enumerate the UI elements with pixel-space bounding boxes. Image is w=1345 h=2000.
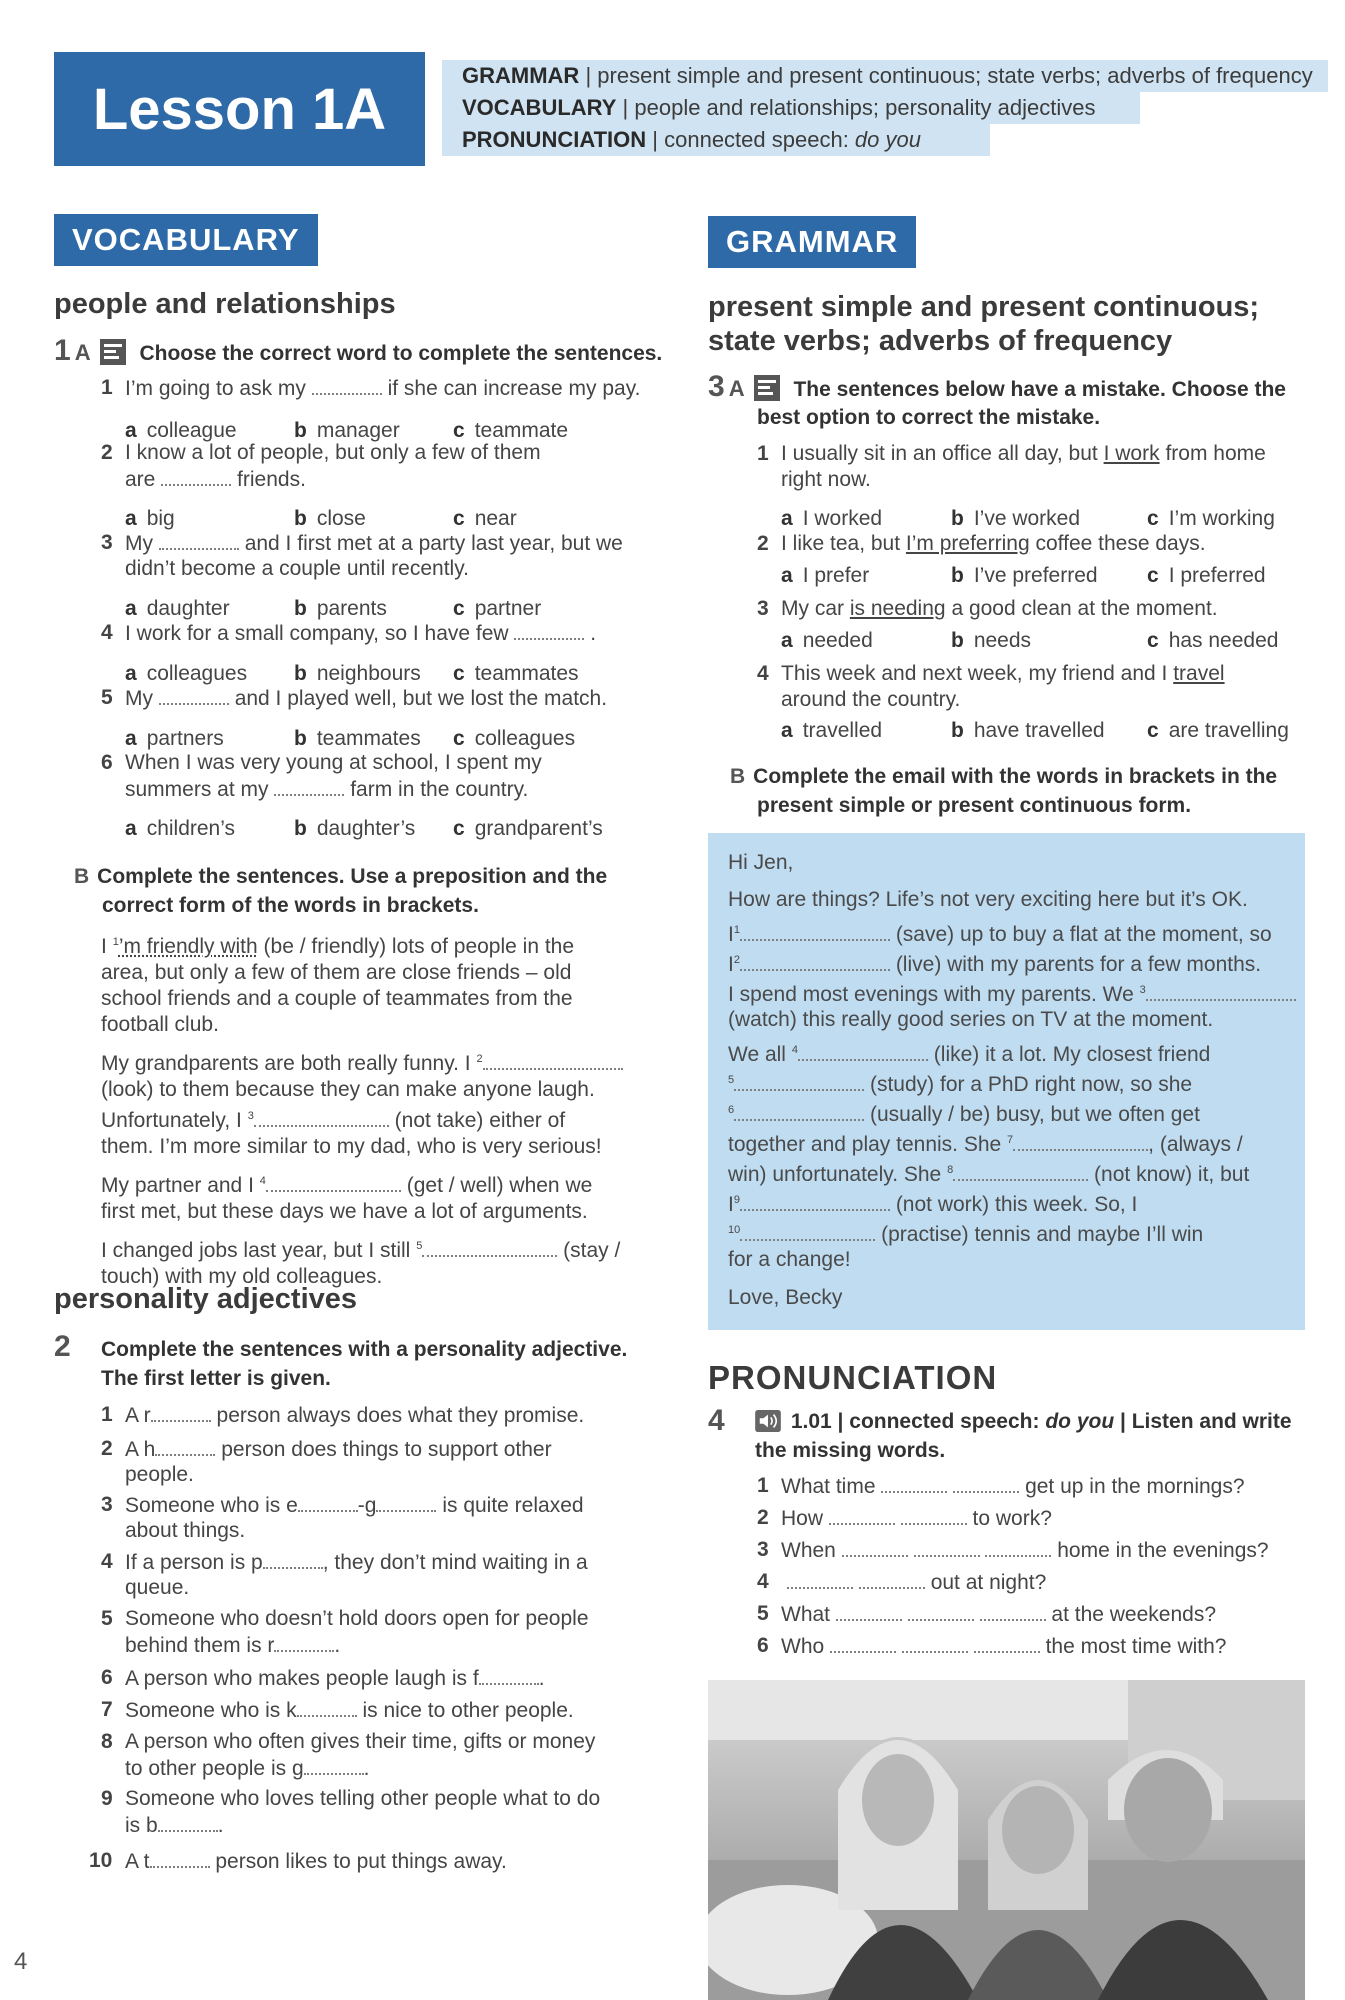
option-text: parents xyxy=(316,597,387,620)
question-3a-1-line2 xyxy=(781,467,871,493)
question-3a-3 xyxy=(781,596,1218,622)
question-text: A r xyxy=(125,1404,151,1427)
question-text: Who xyxy=(781,1635,825,1658)
question-number: 3 xyxy=(101,1493,113,1516)
question-text: A person who makes people laugh is f xyxy=(125,1667,479,1690)
option-text: partner xyxy=(474,597,542,620)
option-c[interactable] xyxy=(453,726,575,752)
question-3a-2 xyxy=(781,531,1206,557)
question-number: 1 xyxy=(101,376,113,399)
topic-grammar: GRAMMAR | present simple and present continuous; state verbs; adverbs of frequency xyxy=(442,60,1328,92)
question-1a-2 xyxy=(125,440,541,466)
email-blank-7[interactable] xyxy=(1013,1131,1148,1151)
underlined-mistake: I’m preferring xyxy=(905,532,1030,555)
exercise-1a-header: 1 A Choose the correct word to complete the sentences. xyxy=(54,334,663,367)
question-number: 6 xyxy=(101,1666,113,1689)
question-2-4 xyxy=(125,1549,588,1576)
question-2-7 xyxy=(125,1697,574,1724)
question-text: are xyxy=(125,468,156,491)
question-number: 5 xyxy=(757,1602,769,1625)
question-3a-1 xyxy=(781,441,1266,467)
question-text: What xyxy=(781,1603,831,1626)
option-letter: c xyxy=(453,507,465,530)
blank-4[interactable] xyxy=(266,1172,401,1192)
option-letter: c xyxy=(1147,564,1159,587)
question-1a-2-line2 xyxy=(125,466,306,493)
worksheet-icon xyxy=(753,374,781,402)
option-text: colleagues xyxy=(474,727,576,750)
question-text: I work for a small company, so I have few xyxy=(125,622,509,645)
answer-blank[interactable] xyxy=(908,1601,974,1621)
question-4-6 xyxy=(781,1633,1226,1660)
option-letter: a xyxy=(125,419,137,442)
option-text: teammates xyxy=(474,662,579,685)
question-number: 2 xyxy=(101,1437,113,1460)
answer-blank[interactable] xyxy=(902,1633,968,1653)
option-c[interactable] xyxy=(1147,718,1289,744)
question-2-2-line2 xyxy=(125,1462,194,1488)
option-text: near xyxy=(474,507,517,530)
pronunciation-heading: PRONUNCIATION xyxy=(708,1359,998,1396)
question-text: How xyxy=(781,1507,824,1530)
option-text: partners xyxy=(146,727,224,750)
question-text: if she can increase my pay. xyxy=(387,377,641,400)
option-text: have travelled xyxy=(973,719,1105,742)
answer-blank[interactable] xyxy=(787,1569,853,1589)
answer-blank[interactable] xyxy=(274,1632,334,1652)
question-number: 2 xyxy=(757,1506,769,1529)
option-letter: c xyxy=(453,727,465,750)
question-text: person always does what they promise. xyxy=(216,1404,585,1427)
topic-vocabulary: VOCABULARY | people and relationships; personality adjectives xyxy=(442,92,1140,124)
option-a[interactable] xyxy=(781,628,873,654)
question-number: 3 xyxy=(757,1538,769,1561)
option-c[interactable] xyxy=(1147,563,1266,589)
option-text: needs xyxy=(973,629,1032,652)
question-2-3-line2 xyxy=(125,1518,245,1544)
question-number: 3 xyxy=(757,597,769,620)
option-c[interactable] xyxy=(453,816,603,842)
question-text: Someone who loves telling other people what to do xyxy=(125,1787,601,1810)
question-1a-6-line2 xyxy=(125,776,528,803)
option-text: daughter xyxy=(146,597,230,620)
question-3a-4 xyxy=(781,661,1225,687)
question-text: is nice to other people. xyxy=(362,1699,574,1722)
question-text: home in the evenings? xyxy=(1057,1539,1269,1562)
option-letter: b xyxy=(951,629,964,652)
vocabulary-heading: VOCABULARY xyxy=(54,214,318,266)
question-number: 8 xyxy=(101,1730,113,1753)
question-number: 5 xyxy=(101,1607,113,1630)
option-b[interactable] xyxy=(294,726,421,752)
option-a[interactable] xyxy=(125,661,247,687)
question-1a-3-line2 xyxy=(125,556,469,582)
option-text: neighbours xyxy=(316,662,421,685)
option-letter: b xyxy=(294,597,307,620)
question-text: people. xyxy=(125,1463,194,1486)
question-2-8 xyxy=(125,1729,595,1755)
option-text: colleague xyxy=(146,419,237,442)
question-text: When xyxy=(781,1539,836,1562)
option-b[interactable] xyxy=(951,718,1105,744)
question-text: behind them is r xyxy=(125,1634,275,1657)
question-4-5 xyxy=(781,1601,1216,1628)
option-c[interactable] xyxy=(453,661,579,687)
option-text: I’ve worked xyxy=(973,507,1081,530)
question-2-8-line2 xyxy=(125,1755,369,1782)
email-blank-2[interactable] xyxy=(740,951,890,971)
option-letter: a xyxy=(781,719,793,742)
answer-blank[interactable] xyxy=(161,466,231,486)
question-text: I know a lot of people, but only a few of them xyxy=(125,441,541,464)
question-text: A t xyxy=(125,1850,150,1873)
option-letter: c xyxy=(453,662,465,685)
option-text: I worked xyxy=(802,507,883,530)
lesson-topics xyxy=(442,52,1328,164)
question-text: My xyxy=(125,687,153,710)
option-letter: a xyxy=(125,662,137,685)
option-letter: b xyxy=(294,662,307,685)
option-letter: b xyxy=(294,507,307,530)
exercise-4-instruction: 1.01 | connected speech: do you | Listen and write the missing words. xyxy=(755,1410,1292,1462)
option-b[interactable] xyxy=(951,628,1031,654)
option-b[interactable] xyxy=(951,506,1080,532)
lesson-title: Lesson 1A xyxy=(54,52,425,166)
question-text: . xyxy=(334,1634,341,1657)
question-text: , they don’t mind waiting in a xyxy=(322,1551,588,1574)
question-2-1 xyxy=(125,1402,584,1429)
option-b[interactable] xyxy=(294,816,415,842)
question-text: right now. xyxy=(781,468,871,491)
question-text: summers at my xyxy=(125,778,269,801)
grammar-subheading: present simple and present continuous; state verbs; adverbs of frequency xyxy=(708,291,1260,357)
email-blank-1[interactable] xyxy=(740,921,890,941)
question-number: 6 xyxy=(101,751,113,774)
option-letter: c xyxy=(453,419,465,442)
question-2-5-line2 xyxy=(125,1632,340,1659)
option-text: teammate xyxy=(474,419,569,442)
option-letter: a xyxy=(781,564,793,587)
question-text: Someone who is e xyxy=(125,1494,298,1517)
answer-blank[interactable] xyxy=(159,530,239,550)
answer-blank[interactable] xyxy=(953,1473,1019,1493)
email-blank-3[interactable] xyxy=(1146,981,1296,1001)
question-number: 2 xyxy=(101,441,113,464)
question-number: 9 xyxy=(101,1787,113,1810)
email-blank-10[interactable] xyxy=(740,1221,875,1241)
question-text: is quite relaxed xyxy=(442,1494,584,1517)
option-letter: b xyxy=(294,419,307,442)
option-a[interactable] xyxy=(125,596,230,622)
option-text: I preferred xyxy=(1168,564,1266,587)
option-text: I’ve preferred xyxy=(973,564,1098,587)
option-b[interactable] xyxy=(294,506,366,532)
question-number: 3 xyxy=(101,531,113,554)
question-2-2 xyxy=(125,1436,552,1463)
question-1a-3 xyxy=(125,530,623,557)
question-number: 4 xyxy=(101,1550,113,1573)
answer-blank[interactable] xyxy=(150,1848,210,1868)
question-1a-6 xyxy=(125,750,542,776)
option-c[interactable] xyxy=(453,596,541,622)
answer-blank[interactable] xyxy=(881,1473,947,1493)
answer-blank[interactable] xyxy=(159,685,229,705)
question-text: A person who often gives their time, gifts or money xyxy=(125,1730,596,1753)
option-text: has needed xyxy=(1168,629,1279,652)
option-c[interactable] xyxy=(1147,628,1278,654)
blank-5[interactable] xyxy=(422,1237,557,1257)
underlined-mistake: travel xyxy=(1173,662,1225,685)
exercise-1b-text: I $^1$’m friendly with (be / friendly) lots of people in the area, but only a few of them are close friends – old school friends and a couple of teammates from the football club. My grandparents are both really funny. I $^2$ (look) to them because they can make anyone laugh. Unfortunately, I $^3$ (not take) either of them. I’m more similar to my dad, who is very serious! My partner and I $^4$ (get / well) when we first met, but these days we have a lot of arguments. I changed jobs last year, but I still $^5$ (stay / touch) with my old colleagues. xyxy=(101,929,661,1290)
option-b[interactable] xyxy=(294,596,387,622)
topic-pronunciation: PRONUNCIATION | connected speech: do you xyxy=(442,124,990,156)
answer-blank[interactable] xyxy=(263,1549,323,1569)
question-2-9 xyxy=(125,1786,600,1812)
grammar-heading: GRAMMAR xyxy=(708,216,916,268)
option-letter: a xyxy=(125,817,137,840)
question-2-4-line2 xyxy=(125,1575,189,1601)
question-text: around the country. xyxy=(781,688,961,711)
option-letter: c xyxy=(1147,507,1159,530)
question-number: 1 xyxy=(101,1403,113,1426)
exercise-2-number: 2 xyxy=(54,1330,71,1363)
question-number: 4 xyxy=(101,621,113,644)
option-text: children’s xyxy=(146,817,236,840)
option-a[interactable] xyxy=(125,816,235,842)
question-1a-1 xyxy=(125,375,641,402)
blank-3[interactable] xyxy=(254,1107,389,1127)
question-4-3 xyxy=(781,1537,1269,1564)
exercise-3b-instruction: B Complete the email with the words in brackets in the present simple or present continuous form. xyxy=(730,765,1278,817)
answer-blank[interactable] xyxy=(297,1697,357,1717)
exercise-1b-instruction: B Complete the sentences. Use a preposition and the correct form of the words in brackets. xyxy=(74,865,608,917)
question-number: 10 xyxy=(89,1849,113,1872)
question-text: My xyxy=(125,532,153,555)
question-3a-4-line2 xyxy=(781,687,960,713)
option-letter: a xyxy=(125,597,137,620)
option-letter: b xyxy=(951,719,964,742)
answer-blank[interactable] xyxy=(842,1537,908,1557)
option-letter: a xyxy=(125,507,137,530)
option-letter: a xyxy=(781,629,793,652)
question-2-3 xyxy=(125,1492,584,1519)
question-number: 5 xyxy=(101,686,113,709)
option-text: big xyxy=(146,507,175,530)
question-number: 1 xyxy=(757,442,769,465)
family-photo xyxy=(708,1680,1305,2000)
option-letter: c xyxy=(453,597,465,620)
question-text: -g xyxy=(357,1494,377,1517)
answer-blank[interactable] xyxy=(376,1492,436,1512)
question-text: coffee these days. xyxy=(1035,532,1206,555)
blank-2[interactable] xyxy=(483,1050,623,1070)
question-text: person likes to put things away. xyxy=(215,1850,507,1873)
worksheet-icon xyxy=(99,338,127,366)
question-number: 2 xyxy=(757,532,769,555)
question-text: and I first met at a party last year, but we xyxy=(244,532,623,555)
exercise-4-number: 4 xyxy=(708,1404,725,1437)
subheading-people-relationships: people and relationships xyxy=(54,288,396,320)
question-text: friends. xyxy=(237,468,306,491)
subheading-personality-adjectives: personality adjectives xyxy=(54,1283,358,1315)
answer-blank[interactable] xyxy=(914,1537,980,1557)
option-text: manager xyxy=(316,419,400,442)
option-c[interactable] xyxy=(1147,506,1275,532)
page-number: 4 xyxy=(14,1948,28,1975)
answer-blank[interactable] xyxy=(155,1436,215,1456)
answer-blank[interactable] xyxy=(830,1633,896,1653)
question-text: farm in the country. xyxy=(350,778,529,801)
question-4-1 xyxy=(781,1473,1245,1500)
question-1a-4 xyxy=(125,620,596,647)
question-text: This week and next week, my friend and I xyxy=(781,662,1168,685)
answer-blank[interactable] xyxy=(901,1505,967,1525)
question-1a-5 xyxy=(125,685,607,712)
question-text: about things. xyxy=(125,1519,246,1542)
question-text: If a person is p xyxy=(125,1551,263,1574)
option-letter: b xyxy=(294,727,307,750)
option-letter: c xyxy=(1147,629,1159,652)
option-c[interactable] xyxy=(453,506,517,532)
option-text: close xyxy=(316,507,366,530)
question-text: I’m going to ask my xyxy=(125,377,306,400)
option-a[interactable] xyxy=(125,726,224,752)
answer-blank[interactable] xyxy=(298,1492,358,1512)
option-letter: c xyxy=(1147,719,1159,742)
question-text: . xyxy=(538,1667,545,1690)
question-4-2 xyxy=(781,1505,1052,1532)
question-text: I usually sit in an office all day, but xyxy=(781,442,1098,465)
option-a[interactable] xyxy=(781,563,869,589)
question-text: . xyxy=(217,1814,224,1837)
option-text: needed xyxy=(802,629,873,652)
question-text: Someone who doesn’t hold doors open for people xyxy=(125,1607,589,1630)
question-text: the most time with? xyxy=(1045,1635,1227,1658)
question-text: a good clean at the moment. xyxy=(951,597,1218,620)
question-text: . xyxy=(590,622,597,645)
question-2-5 xyxy=(125,1606,589,1632)
answer-blank[interactable] xyxy=(974,1633,1040,1653)
exercise-3a-instruction-2: best option to correct the mistake. xyxy=(757,406,1101,429)
option-text: are travelling xyxy=(1168,719,1289,742)
question-text: to work? xyxy=(972,1507,1052,1530)
question-text: I like tea, but xyxy=(781,532,901,555)
answer-blank[interactable] xyxy=(829,1505,895,1525)
question-text: What time xyxy=(781,1475,876,1498)
question-number: 1 xyxy=(757,1474,769,1497)
option-letter: b xyxy=(951,564,964,587)
question-text: queue. xyxy=(125,1576,190,1599)
question-text: didn’t become a couple until recently. xyxy=(125,557,469,580)
option-a[interactable] xyxy=(781,718,882,744)
option-a[interactable] xyxy=(125,506,175,532)
exercise-2-instruction: Complete the sentences with a personality adjective. The first letter is given. xyxy=(101,1338,628,1390)
question-text: and I played well, but we lost the match. xyxy=(234,687,608,710)
option-text: I prefer xyxy=(802,564,870,587)
answer-blank[interactable] xyxy=(514,620,584,640)
email-blank-5[interactable] xyxy=(734,1071,864,1091)
question-text: My car xyxy=(781,597,844,620)
question-text: is b xyxy=(125,1814,158,1837)
answer-blank[interactable] xyxy=(980,1601,1046,1621)
underlined-mistake: I work xyxy=(1103,442,1160,465)
question-2-10 xyxy=(125,1848,507,1875)
question-2-9-line2 xyxy=(125,1812,224,1839)
question-text: out at night? xyxy=(930,1571,1047,1594)
email-blank-9[interactable] xyxy=(740,1191,890,1211)
question-text: to other people is g xyxy=(125,1757,304,1780)
family-photo-image xyxy=(708,1680,1305,2000)
answer-blank[interactable] xyxy=(859,1569,925,1589)
answer-blank[interactable] xyxy=(479,1665,539,1685)
question-text: get up in the mornings? xyxy=(1025,1475,1245,1498)
option-text: teammates xyxy=(316,727,421,750)
email-box: Hi Jen, How are things? Life’s not very exciting here but it’s OK. $I^1$ (save) up to buy a flat at the moment, so $I^2$ (live) with my parents for a few months. I spend most evenings with my parents. We $^3$ (watch) this really good series on TV at the moment. We all $^4$ (like) it a lot. My closest friend $^5$ (study) for a PhD right now, so she $^6$ (usually / be) busy, but we often get together and play tennis. She $^7$ , (always / win) unfortunately. She $^8$ (not know) it, but $I^9$ (not work) this week. So, I $^{10}$ (practise) tennis and maybe I’ll win for a change! Love, Becky xyxy=(708,833,1305,1330)
question-text: A h xyxy=(125,1438,156,1461)
underlined-mistake: is needing xyxy=(849,597,946,620)
option-text: colleagues xyxy=(146,662,248,685)
answer-blank[interactable] xyxy=(158,1812,218,1832)
exercise-3a-header: 3 A The sentences below have a mistake. Choose the xyxy=(708,370,1286,403)
question-number: 4 xyxy=(757,662,769,685)
answer-blank[interactable] xyxy=(836,1601,902,1621)
question-4-4 xyxy=(781,1569,1046,1596)
question-2-6 xyxy=(125,1665,545,1692)
answer-blank[interactable] xyxy=(151,1402,211,1422)
question-text: from home xyxy=(1165,442,1266,465)
answer-blank[interactable] xyxy=(304,1755,364,1775)
option-a[interactable] xyxy=(781,506,882,532)
question-number: 6 xyxy=(757,1634,769,1657)
email-blank-4[interactable] xyxy=(798,1041,928,1061)
option-letter: a xyxy=(781,507,793,530)
option-b[interactable] xyxy=(294,661,421,687)
question-text: Someone who is k xyxy=(125,1699,297,1722)
question-text: person does things to support other xyxy=(221,1438,552,1461)
question-text: . xyxy=(363,1757,370,1780)
question-number: 7 xyxy=(101,1698,113,1721)
option-letter: c xyxy=(453,817,465,840)
answer-blank[interactable] xyxy=(312,375,382,395)
audio-speaker-icon[interactable] xyxy=(755,1410,781,1432)
option-letter: b xyxy=(951,507,964,530)
option-letter: b xyxy=(294,817,307,840)
question-number: 4 xyxy=(757,1570,769,1593)
question-text: at the weekends? xyxy=(1051,1603,1217,1626)
question-text: When I was very young at school, I spent my xyxy=(125,751,542,774)
option-text: daughter’s xyxy=(316,817,416,840)
email-blank-6[interactable] xyxy=(734,1101,864,1121)
option-text: I’m working xyxy=(1168,507,1275,530)
option-text: travelled xyxy=(802,719,883,742)
option-text: grandparent’s xyxy=(474,817,603,840)
option-letter: a xyxy=(125,727,137,750)
option-b[interactable] xyxy=(951,563,1098,589)
answer-blank[interactable] xyxy=(274,776,344,796)
email-blank-8[interactable] xyxy=(953,1161,1088,1181)
answer-blank[interactable] xyxy=(985,1537,1051,1557)
